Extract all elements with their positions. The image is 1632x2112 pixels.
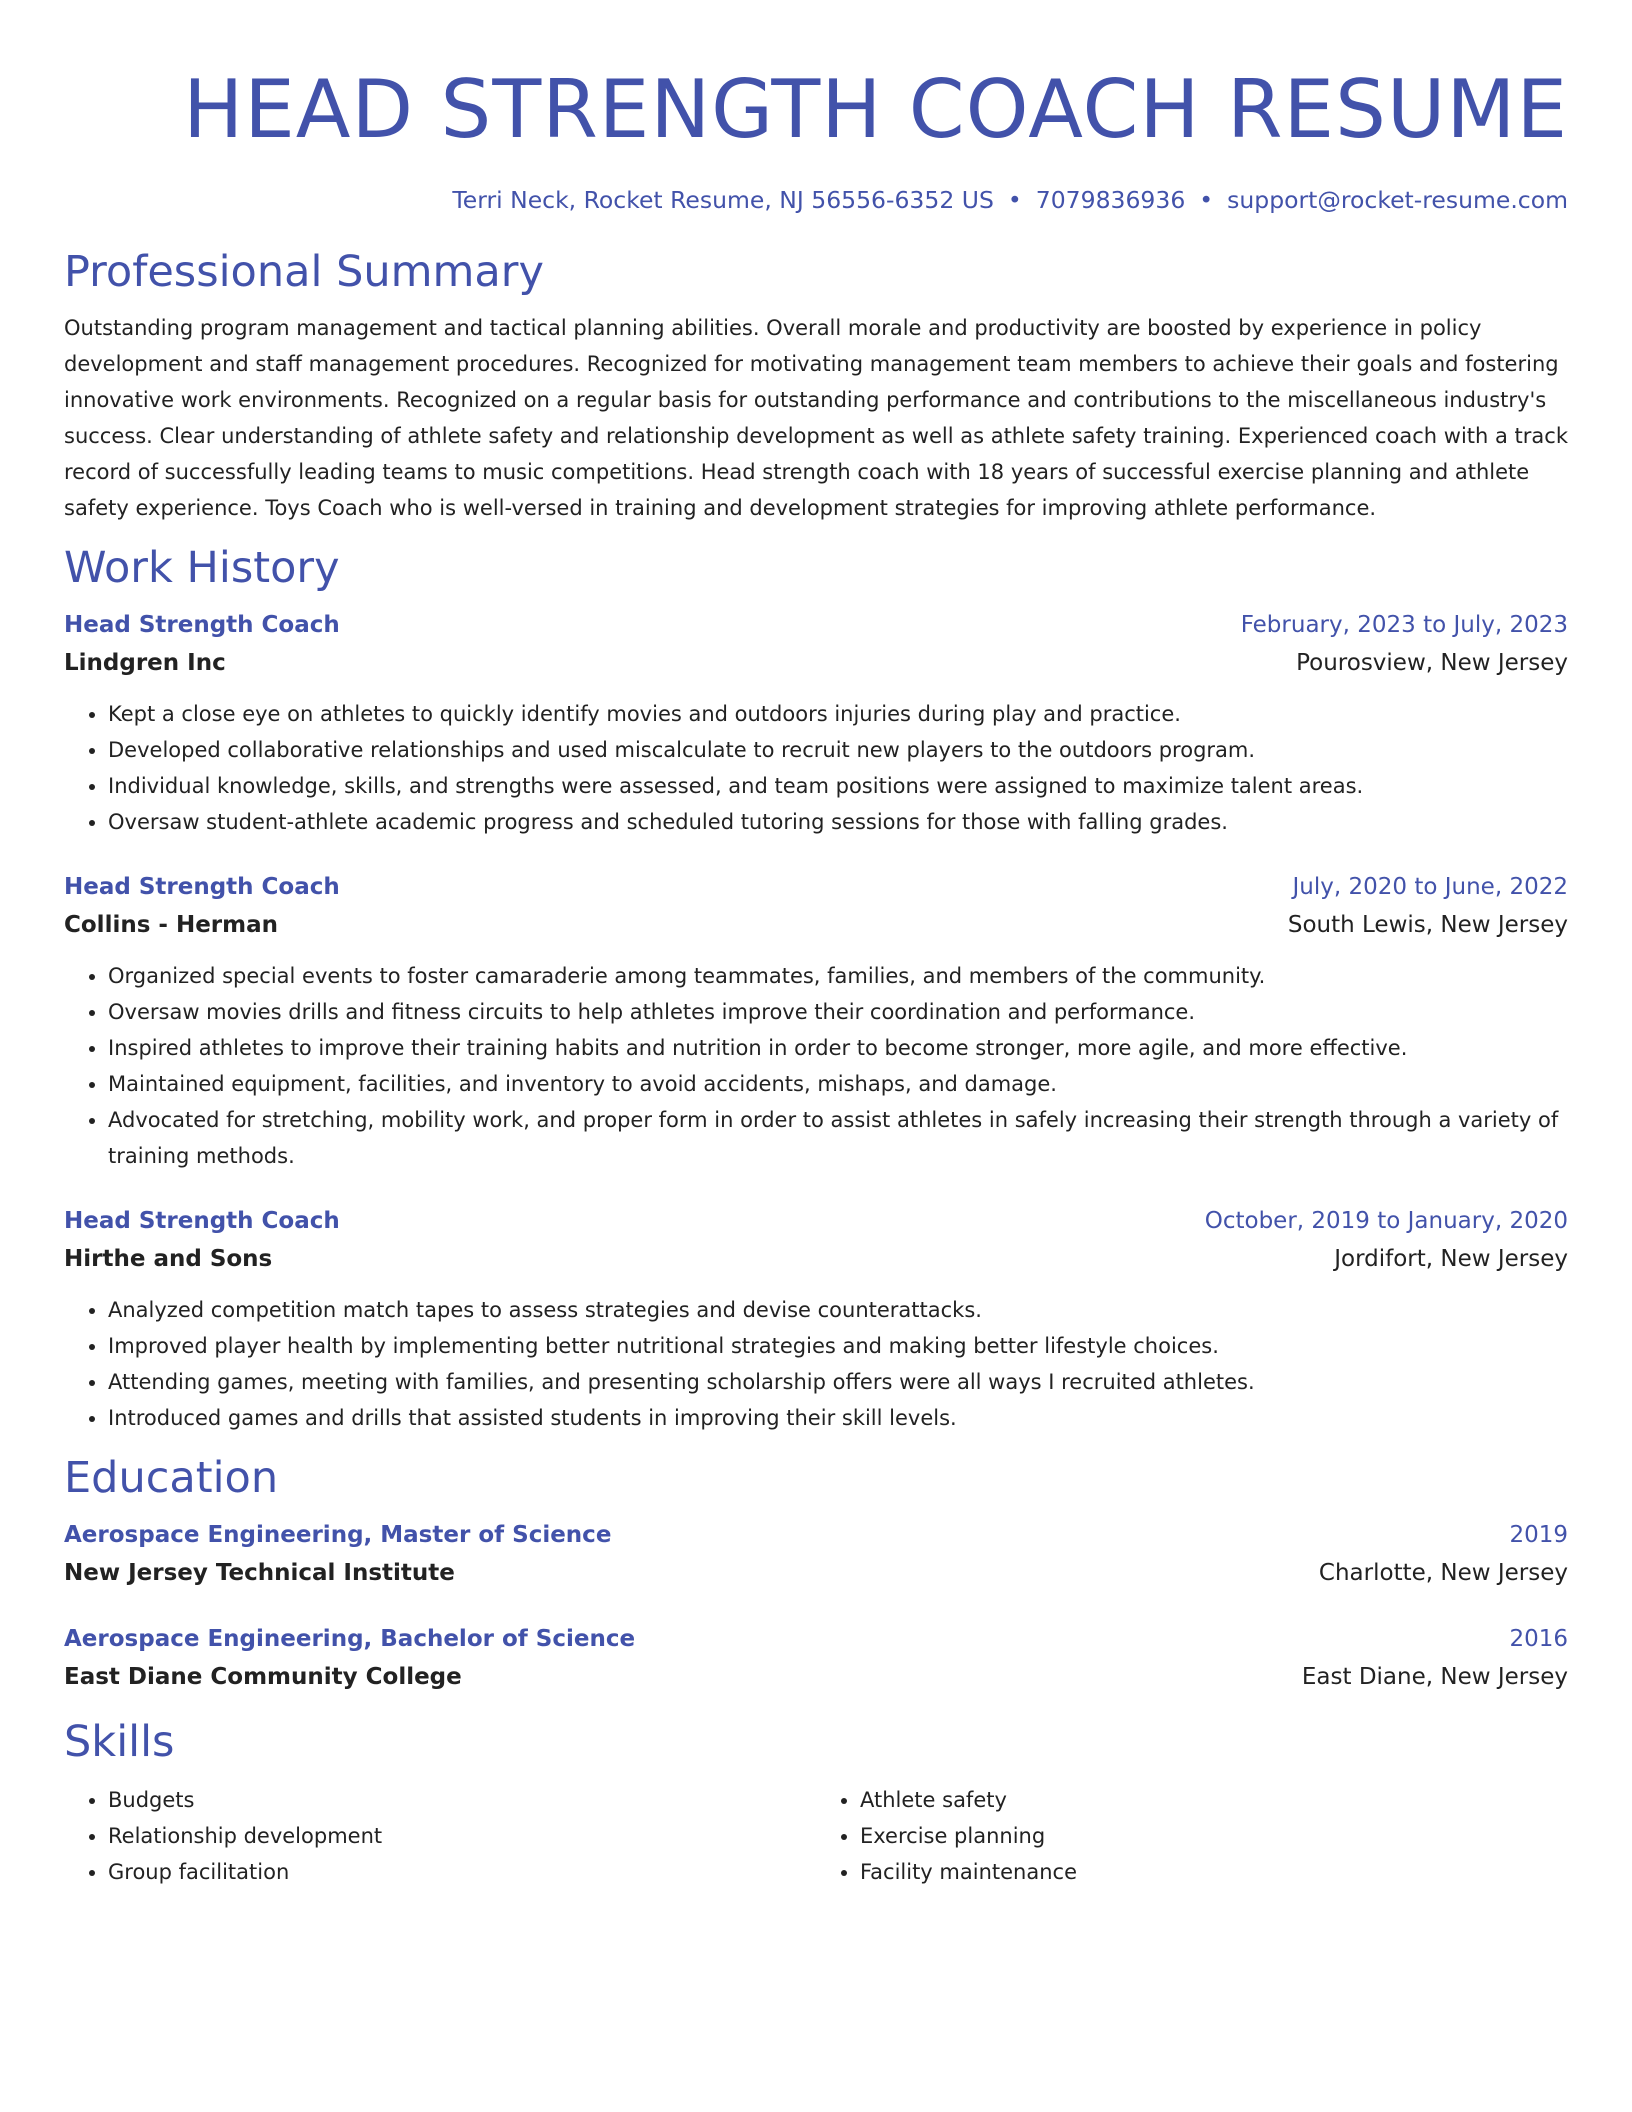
- contact-email: support@rocket-resume.com: [1227, 186, 1568, 214]
- job-location: South Lewis, New Jersey: [1287, 912, 1568, 938]
- skills-heading: Skills: [64, 1717, 175, 1767]
- contact-separator: •: [1007, 186, 1022, 214]
- skill-item: • Facility maintenance: [860, 1854, 1568, 1890]
- education-degree: Aerospace Engineering, Bachelor of Science: [64, 1626, 636, 1652]
- job-entry: [64, 606, 1568, 840]
- education-location: Charlotte, New Jersey: [1318, 1560, 1568, 1586]
- contact-phone: 7079836936: [1035, 186, 1186, 214]
- skill-item: • Exercise planning: [860, 1818, 1568, 1854]
- list-item: • Oversaw movies drills and fitness circuits to help athletes improve their coordination and performance.: [108, 994, 1568, 1030]
- job-bullets: [64, 958, 1568, 1174]
- job-dates: October, 2019 to January, 2020: [1204, 1208, 1568, 1234]
- list-item: • Developed collaborative relationships and used miscalculate to recruit new players to the outdoors program.: [108, 732, 1568, 768]
- skills-section: [64, 1714, 1568, 1890]
- job-dates: July, 2020 to June, 2022: [1292, 874, 1568, 900]
- job-title: Head Strength Coach: [64, 1208, 340, 1234]
- skill-item: • Relationship development: [108, 1818, 816, 1854]
- skill-item: • Budgets: [108, 1782, 816, 1818]
- list-item: • Advocated for stretching, mobility work, and proper form in order to assist athletes in safely increasing their strength through a variety of training methods.: [108, 1102, 1568, 1174]
- list-item: • Inspired athletes to improve their training habits and nutrition in order to become stronger, more agile, and more effective.: [108, 1030, 1568, 1066]
- job-location: Jordifort, New Jersey: [1334, 1246, 1568, 1272]
- education-school: East Diane Community College: [64, 1664, 462, 1690]
- list-item: • Oversaw student-athlete academic progress and scheduled tutoring sessions for those with falling grades.: [108, 804, 1568, 840]
- education-degree: Aerospace Engineering, Master of Science: [64, 1522, 612, 1548]
- education-entry: [64, 1620, 1568, 1696]
- resume-title: HEAD STRENGTH COACH RESUME: [183, 63, 1568, 156]
- job-company: Hirthe and Sons: [64, 1246, 273, 1272]
- list-item: • Maintained equipment, facilities, and inventory to avoid accidents, mishaps, and damage.: [108, 1066, 1568, 1102]
- skills-columns: [64, 1782, 1568, 1890]
- job-title: Head Strength Coach: [64, 612, 340, 638]
- list-item: • Kept a close eye on athletes to quickly identify movies and outdoors injuries during play and practice.: [108, 696, 1568, 732]
- work-history-heading: Work History: [64, 543, 340, 593]
- skill-item: • Group facilitation: [108, 1854, 816, 1890]
- summary-section: [64, 244, 1568, 526]
- education-year: 2019: [1509, 1522, 1568, 1548]
- contact-address: Terri Neck, Rocket Resume, NJ 56556-6352 US: [452, 186, 994, 214]
- contact-line: [64, 184, 1568, 216]
- job-bullets: [64, 1292, 1568, 1436]
- list-item: • Individual knowledge, skills, and strengths were assessed, and team positions were assigned to maximize talent areas.: [108, 768, 1568, 804]
- contact-separator: •: [1199, 186, 1214, 214]
- job-dates: February, 2023 to July, 2023: [1240, 612, 1568, 638]
- education-heading: Education: [64, 1453, 279, 1503]
- list-item: • Organized special events to foster camaraderie among teammates, families, and members of the community.: [108, 958, 1568, 994]
- education-section: [64, 1450, 1568, 1696]
- job-company: Collins - Herman: [64, 912, 279, 938]
- summary-text: Outstanding program management and tactical planning abilities. Overall morale and productivity are boosted by experience in policy development and staff management procedures. Recognized for motivating management team members to achieve their goals and fostering innovative work environments. Recognized on a regular basis for outstanding performance and contributions to the miscellaneous industry's success. Clear understanding of athlete safety and relationship development as well as athlete safety training. Experienced coach with a track record of successfully leading teams to music competitions. Head strength coach with 18 years of successful exercise planning and athlete safety experience. Toys Coach who is well-versed in training and development strategies for improving athlete performance.: [64, 316, 1568, 520]
- list-item: • Analyzed competition match tapes to assess strategies and devise counterattacks.: [108, 1292, 1568, 1328]
- skill-item: • Athlete safety: [860, 1782, 1568, 1818]
- job-location: Pourosview, New Jersey: [1296, 650, 1568, 676]
- job-entry: [64, 1202, 1568, 1436]
- summary-heading: Professional Summary: [64, 247, 544, 297]
- job-company: Lindgren Inc: [64, 650, 226, 676]
- list-item: • Improved player health by implementing better nutritional strategies and making better lifestyle choices.: [108, 1328, 1568, 1364]
- list-item: • Attending games, meeting with families, and presenting scholarship offers were all ways I recruited athletes.: [108, 1364, 1568, 1400]
- job-entry: [64, 868, 1568, 1174]
- list-item: • Introduced games and drills that assisted students in improving their skill levels.: [108, 1400, 1568, 1436]
- job-title: Head Strength Coach: [64, 874, 340, 900]
- skills-list-right: [816, 1782, 1568, 1890]
- education-entry: [64, 1516, 1568, 1592]
- education-school: New Jersey Technical Institute: [64, 1560, 455, 1586]
- education-location: East Diane, New Jersey: [1301, 1664, 1568, 1690]
- work-history-section: [64, 540, 1568, 1436]
- job-bullets: [64, 696, 1568, 840]
- education-year: 2016: [1509, 1626, 1568, 1652]
- skills-list-left: [64, 1782, 816, 1890]
